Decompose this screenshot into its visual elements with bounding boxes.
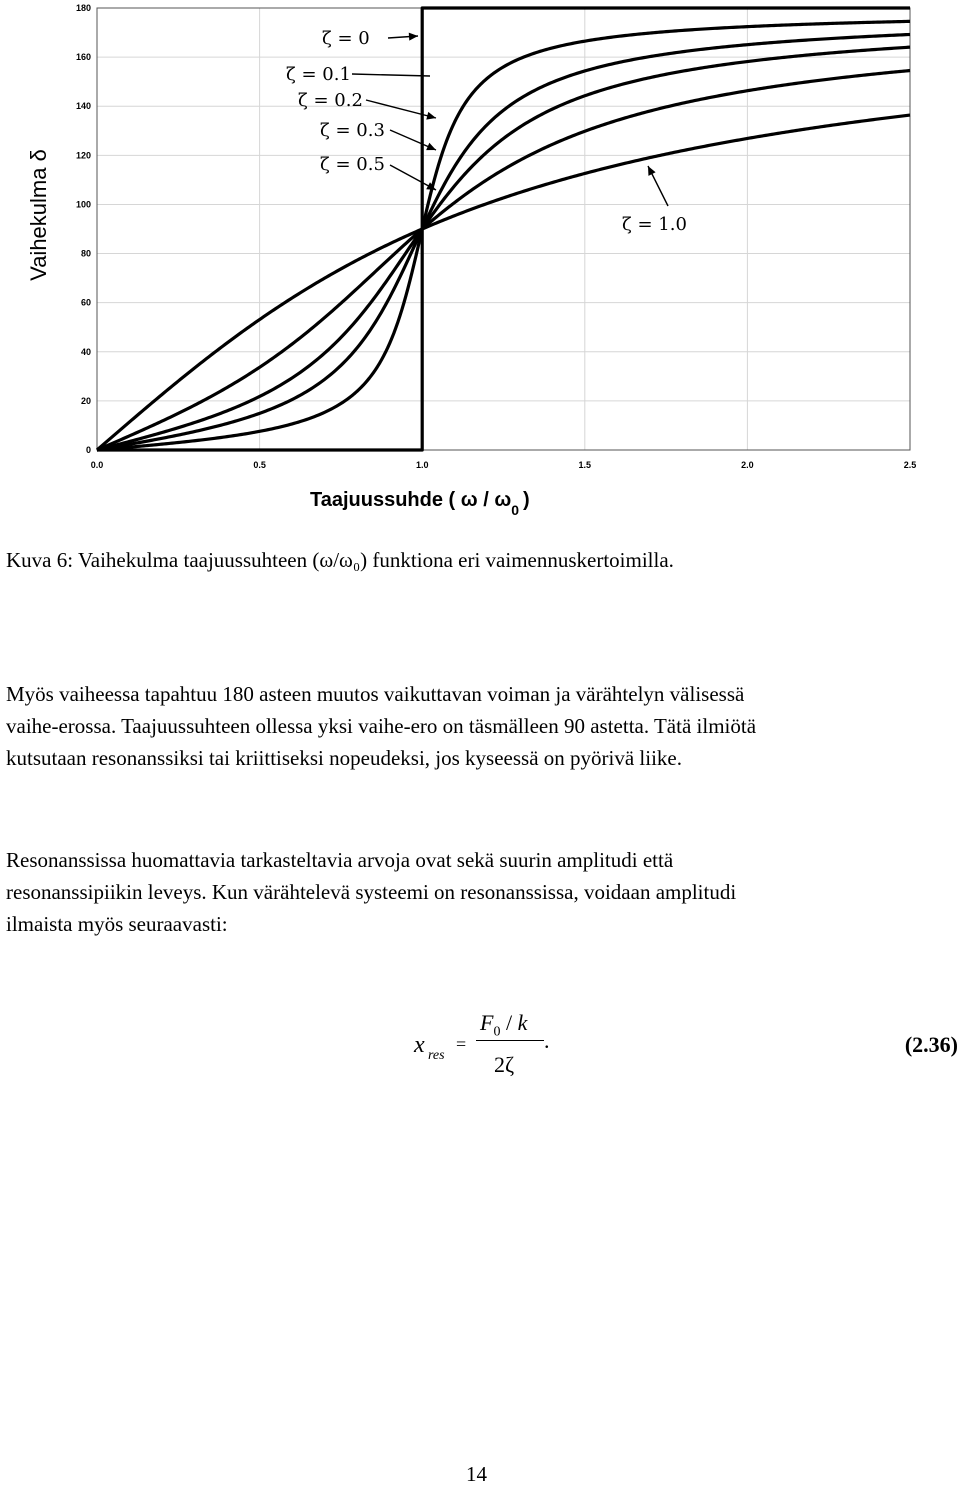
numerator-k: k [517, 1010, 528, 1035]
zeta-pointer-2 [366, 100, 436, 118]
zeta-label-0: ζ = 0 [322, 28, 370, 49]
paragraph-1-line-2: vaihe-erossa. Taajuussuhteen ollessa yksi vaihe-ero on täsmälleen 90 astetta. Tätä ilmiötä [6, 714, 757, 738]
equation-lhs: x [414, 1032, 425, 1058]
equation-equals: = [456, 1034, 467, 1054]
zeta-label-4: ζ = 0.5 [320, 154, 385, 175]
paragraph-2-line-1: Resonanssissa huomattavia tarkasteltavia arvoja ovat sekä suurin amplitudi että [6, 848, 674, 872]
curve-zeta-0-2 [97, 34, 910, 450]
x-axis-label-end: ) [523, 489, 530, 511]
chart-svg [0, 0, 960, 530]
paragraph-1 [6, 678, 956, 774]
zeta-pointer-1 [352, 74, 430, 76]
y-tick-label: 60 [80, 297, 91, 308]
x-axis-label [310, 489, 530, 518]
curve-zeta-0-5 [97, 71, 910, 450]
curve-zeta-0 [97, 8, 910, 450]
y-tick-label: 20 [80, 395, 91, 406]
y-tick-label: 80 [80, 248, 91, 259]
x-tick-label: 0.5 [253, 460, 266, 470]
zeta-arrowhead-0 [409, 33, 418, 41]
paragraph-1-line-3: kutsutaan resonanssiksi tai kriittiseksi nopeudeksi, jos kyseessä on pyörivä liike. [6, 746, 682, 770]
paragraph-2-line-3: ilmaista myös seuraavasti: [6, 912, 228, 936]
equation-number: (2.36) [904, 1032, 958, 1057]
numerator-slash: / [500, 1010, 518, 1035]
chart-grid [97, 8, 910, 450]
zeta-label-1: ζ = 0.1 [286, 64, 351, 85]
figure-caption: Kuva 6: Vaihekulma taajuussuhteen (ω/ω₀) funktiona eri vaimennuskertoimilla. [6, 548, 674, 572]
paragraph-1-line-1: Myös vaiheessa tapahtuu 180 asteen muutos vaikuttavan voiman ja värähtelyn välisessä [6, 682, 745, 706]
equation-lhs-sub: res [428, 1048, 445, 1063]
zeta-label-2: ζ = 0.2 [298, 90, 363, 111]
y-tick-label: 140 [75, 101, 91, 112]
phase-angle-chart [0, 0, 960, 530]
x-axis-label-sub: 0 [511, 502, 520, 518]
equation-period: . [544, 1028, 550, 1053]
curve-zeta-0-3 [97, 47, 910, 450]
y-axis-label: Vaihekulma δ [26, 149, 51, 281]
chart-curves [97, 8, 910, 450]
fraction-bar [476, 1040, 544, 1041]
y-tick-label: 120 [75, 150, 91, 161]
numerator-F: F [480, 1010, 494, 1035]
x-tick-label: 0.0 [90, 460, 104, 470]
x-tick-label: 1.5 [578, 460, 592, 470]
y-tick-label: 180 [75, 3, 91, 13]
x-tick-label: 2.0 [741, 460, 754, 470]
plot-frame [97, 8, 910, 450]
page-number: 14 [466, 1462, 487, 1486]
x-tick-label: 1.0 [415, 460, 429, 470]
curve-zeta-1 [97, 115, 910, 450]
zeta-arrowhead-2 [426, 112, 436, 120]
paragraph-2-line-2: resonanssipiikin leveys. Kun värähtelevä systeemi on resonanssissa, voidaan amplitudi [6, 880, 737, 904]
paragraph-2 [6, 844, 956, 940]
y-tick-label: 100 [75, 199, 91, 210]
y-tick-label: 0 [85, 445, 91, 455]
equation-denominator: 2ζ [494, 1052, 515, 1077]
x-axis-label-main: Taajuussuhde ( ω / ω [310, 489, 512, 511]
y-tick-label: 160 [75, 52, 91, 63]
x-tick-label: 2.5 [903, 460, 917, 470]
numerator-sub: 0 [493, 1024, 501, 1040]
equation-numerator [480, 1010, 527, 1040]
equation-2-36 [410, 1010, 960, 1090]
zeta-label-5: ζ = 1.0 [622, 214, 687, 235]
y-tick-label: 40 [80, 346, 91, 357]
zeta-label-3: ζ = 0.3 [320, 120, 385, 141]
